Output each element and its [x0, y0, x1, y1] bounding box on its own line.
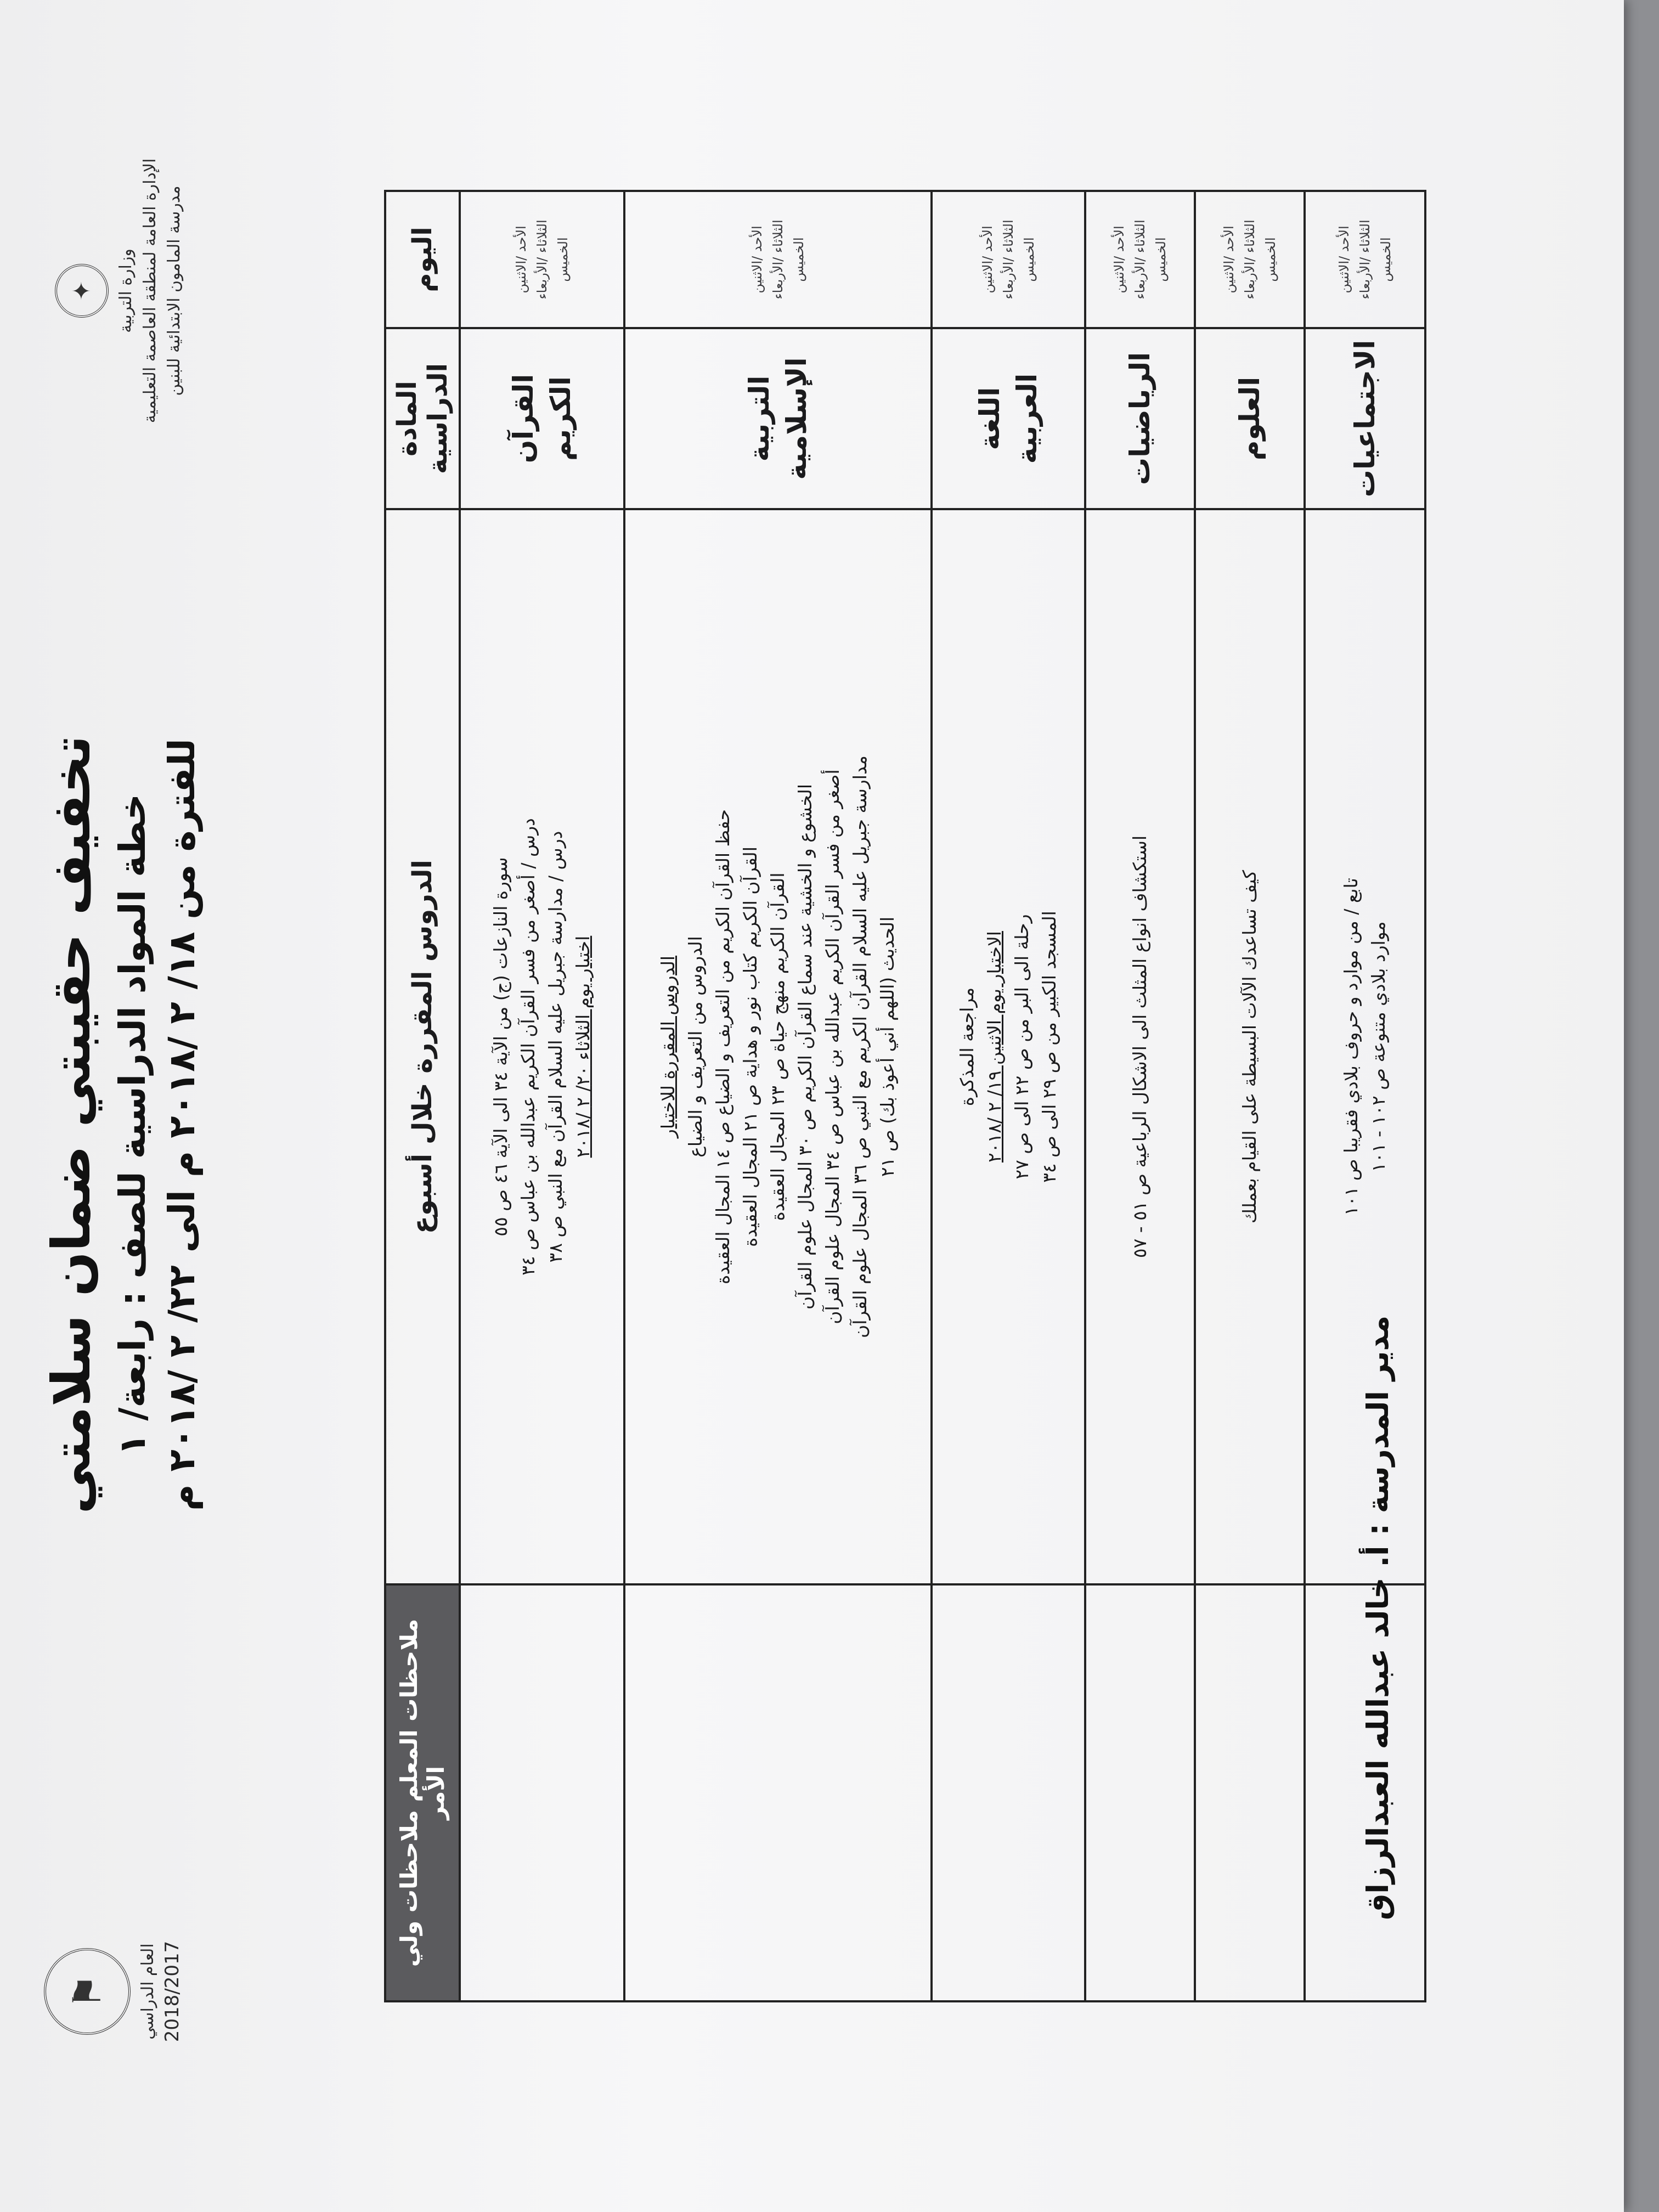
subject-science: العلوم	[1195, 328, 1305, 509]
lesson-line: درس / أصغر من فسر القرآن الكريم عبدالله بن عباس ص ٣٤	[517, 818, 539, 1276]
lessons-math	[1085, 509, 1195, 1584]
lessons-islamic	[624, 509, 932, 1584]
day-line: الأحد /الاثنين	[980, 225, 995, 294]
lessons-arabic	[932, 509, 1085, 1584]
lesson-line: المسجد الكبير من ص ٢٩ الى ص ٣٤	[1039, 911, 1060, 1183]
lesson-line: الدروس من التعريف و الضياع	[685, 936, 706, 1158]
lesson-line: رحلة الى البر من ص ٢٢ الى ص ٢٧	[1011, 914, 1032, 1180]
lesson-line-exam: اختبار يوم الثلاثاء ٢٠/ ٢ /٢٠١٨	[572, 935, 594, 1158]
day-line: الثلاثاء /الأربعاء	[1357, 219, 1373, 300]
page-subtitle-period: للفترة من ١٨/ ٢ /٢٠١٨ م الى ٢٢/ ٢ /٢٠١٨ م	[161, 738, 203, 1511]
day-line: الأحد /الاثنين	[1336, 225, 1352, 294]
day-line: الثلاثاء /الأربعاء	[770, 219, 786, 300]
lessons-science	[1195, 509, 1305, 1584]
lesson-line: الخشوع و الخشية عند سماع القرآن الكريم ص ٣٠ المجال علوم القرآن	[794, 783, 816, 1310]
notes-cell	[1085, 1584, 1195, 2001]
subject-islamic: التربية الإسلامية	[624, 328, 932, 509]
day-cell	[624, 191, 932, 328]
day-line: الثلاثاء /الأربعاء	[1001, 219, 1016, 300]
table-row	[624, 191, 932, 2001]
principal-name: مدير المدرسة : أ. خالد عبدالله العبدالرزاق	[1361, 1315, 1395, 1920]
lesson-line: كيف تساعدك الآلات البسيطة على القيام بعملك	[1239, 870, 1260, 1224]
school-name: مدرسة المامون الابتدائية للبنين	[165, 185, 184, 396]
ministry-name: وزارة التربية	[116, 249, 136, 333]
notes-cell	[624, 1584, 932, 2001]
day-line: الخميس	[1153, 237, 1169, 282]
notes-cell	[1195, 1584, 1305, 2001]
plan-page	[22, 115, 1426, 2112]
page-title: تخفيف حقيبتي ضمان سلامتي	[41, 735, 102, 1514]
directorate-name: الإدارة العامة لمنطقة العاصمة التعليمية	[140, 158, 160, 424]
col-subject	[385, 328, 460, 509]
ministry-emblem-icon: ✦	[55, 264, 109, 318]
ministry-block	[55, 137, 187, 444]
lesson-line: مراجعة المذكرة	[956, 987, 978, 1107]
notes-cell	[932, 1584, 1085, 2001]
lesson-line: درس / مدارسة جبريل عليه السلام القرآن مع النبي ص ٣٨	[545, 831, 566, 1263]
col-lessons: الدروس المقررة خلال أسبوع	[385, 509, 460, 1584]
col-day: اليوم	[385, 191, 460, 328]
year-block	[44, 1893, 184, 2090]
day-line: الأحد /الاثنين	[1221, 225, 1237, 294]
notes-cell	[460, 1584, 624, 2001]
lesson-line: موارد بلادي متنوعة ص ١٠٢ - ١٠١	[1368, 921, 1389, 1172]
lesson-line: سورة النازعات (ج) من الآية ٣٤ الى الآية ٤٦ ص ٥٥	[490, 857, 511, 1237]
day-line: الخميس	[791, 237, 806, 282]
day-line: الثلاثاء /الأربعاء	[1242, 219, 1257, 300]
lesson-line-exam: الاختبار يوم الاثنين ١٩/ ٢ /٢٠١٨	[984, 931, 1005, 1163]
col-subject-line2: الدراسية	[422, 363, 453, 475]
lesson-line: مدارسة جبريل عليه السلام القرآن الكريم مع النبي ص ٣٦ المجال علوم القرآن	[849, 755, 871, 1338]
day-line: الخميس	[1263, 237, 1278, 282]
col-subject-line1: المادة	[392, 381, 422, 456]
table-row	[1085, 191, 1195, 2001]
table-row	[932, 191, 1085, 2001]
day-line: الخميس	[555, 237, 571, 282]
day-cell	[932, 191, 1085, 328]
lesson-line: استكشاف انواع المثلث الى الاشكال الرباعية ص ٥١ - ٥٧	[1129, 835, 1150, 1259]
table-header-row	[385, 191, 460, 2001]
lesson-line: حفظ القرآن الكريم من التعريف و الضياع ص ١٤ المجال العقيدة	[712, 809, 733, 1284]
day-line: الأحد /الاثنين	[1111, 225, 1127, 294]
day-line: الخميس	[1378, 237, 1393, 282]
table-row	[1195, 191, 1305, 2001]
lessons-quran	[460, 509, 624, 1584]
table-row	[460, 191, 624, 2001]
day-line: الثلاثاء /الأربعاء	[534, 219, 550, 300]
page-subtitle-class: خطة المواد الدراسية للصف : رابعة/ ١	[111, 793, 154, 1456]
lesson-line-heading: الدروس المقررة للاختبار	[657, 955, 679, 1138]
col-notes: ملاحظات المعلم ملاحظات ولي الأمر	[385, 1584, 460, 2001]
lesson-line: القرآن الكريم منهج حياة ص ٢٣ المجال العقيدة	[767, 872, 788, 1221]
lesson-line: أصغر من فسر القرآن الكريم عبدالله بن عباس ص ٣٤ المجال علوم القرآن	[822, 769, 843, 1324]
lesson-line: الحديث (اللهم أني أعوذ بك) ص ٢١	[877, 916, 898, 1177]
day-cell	[460, 191, 624, 328]
lesson-line: القرآن الكريم كتاب نور و هداية ص ٢١ المجال العقيدة	[740, 847, 761, 1247]
day-cell	[1195, 191, 1305, 328]
day-line: الثلاثاء /الأربعاء	[1132, 219, 1148, 300]
subject-social: الاجتماعيات	[1305, 328, 1425, 509]
day-line: الأحد /الاثنين	[514, 225, 529, 294]
academic-year: 2018/2017	[161, 1940, 183, 2042]
academic-year-label: العام الدراسي	[138, 1943, 157, 2040]
subject-arabic: اللغة العربية	[932, 328, 1085, 509]
subject-math: الرياضيات	[1085, 328, 1195, 509]
lesson-plan-table	[384, 190, 1426, 2002]
day-line: الخميس	[1022, 237, 1037, 282]
day-cell	[1085, 191, 1195, 328]
day-cell	[1305, 191, 1425, 328]
subject-quran: القرآن الكريم	[460, 328, 624, 509]
lesson-line: تابع / من موارد و حروف بلادي فقريبا ص ١٠١	[1340, 878, 1362, 1216]
day-line: الأحد /الاثنين	[749, 225, 765, 294]
school-logo-icon: ⚑	[44, 1948, 131, 2035]
